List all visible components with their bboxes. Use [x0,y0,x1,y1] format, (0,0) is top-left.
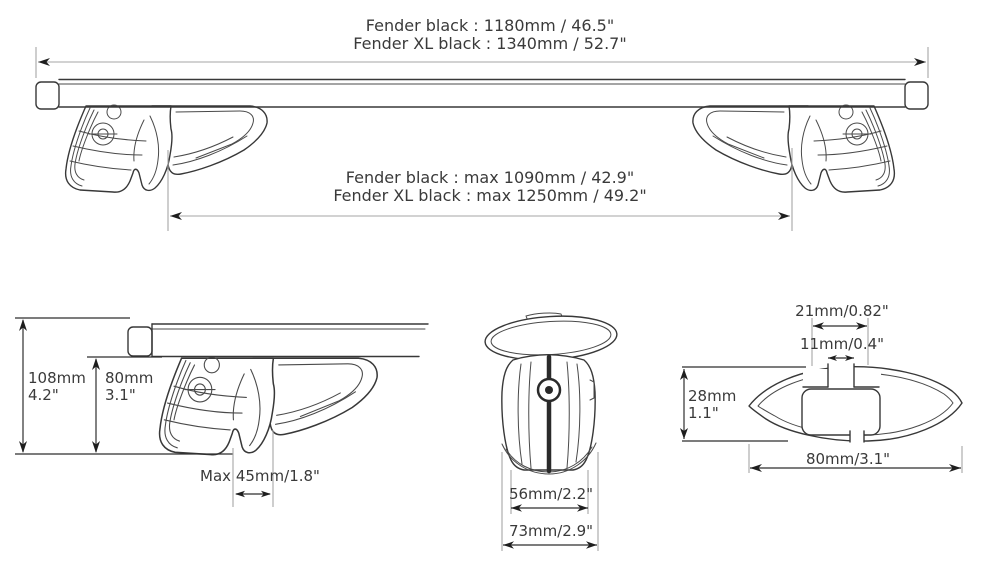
foot-front-body [502,355,596,474]
label-total-height-mm: 108mm [28,369,86,387]
label-foot-outer-width: 73mm/2.9" [508,522,594,540]
label-max-spread-xl: Fender XL black : max 1250mm / 49.2" [333,185,647,205]
label-profile-height-mm: 28mm [688,387,737,405]
label-profile-height-in: 1.1" [688,404,719,422]
label-total-height-in: 4.2" [28,386,59,404]
label-max-clamp-width: Max 45mm/1.8" [200,467,320,485]
label-slot-outer-width: 21mm/0.82" [795,302,889,320]
label-max-spread: Fender black : max 1090mm / 42.9" [345,168,635,187]
label-profile-width: 80mm/3.1" [805,450,891,468]
roof-bar-side [128,324,428,357]
label-slot-inner-width: 11mm/0.4" [799,335,885,353]
mounting-foot-right [693,105,894,192]
roof-bar [36,80,928,110]
front-view-drawing [484,313,618,551]
mounting-foot-side [160,357,378,455]
label-profile-height [688,388,736,422]
label-bar-length-group [353,17,626,52]
label-total-height [28,370,86,404]
label-bar-length-xl: Fender XL black : 1340mm / 52.7" [353,33,627,53]
bar-profile [749,360,962,444]
label-clearance-height [105,370,153,404]
label-max-spread-group [333,169,646,204]
label-foot-inner-width: 56mm/2.2" [508,485,594,503]
label-clearance-in: 3.1" [105,386,136,404]
label-bar-length: Fender black : 1180mm / 46.5" [365,16,615,35]
mounting-foot-left [66,105,267,192]
label-clearance-mm: 80mm [105,369,154,387]
